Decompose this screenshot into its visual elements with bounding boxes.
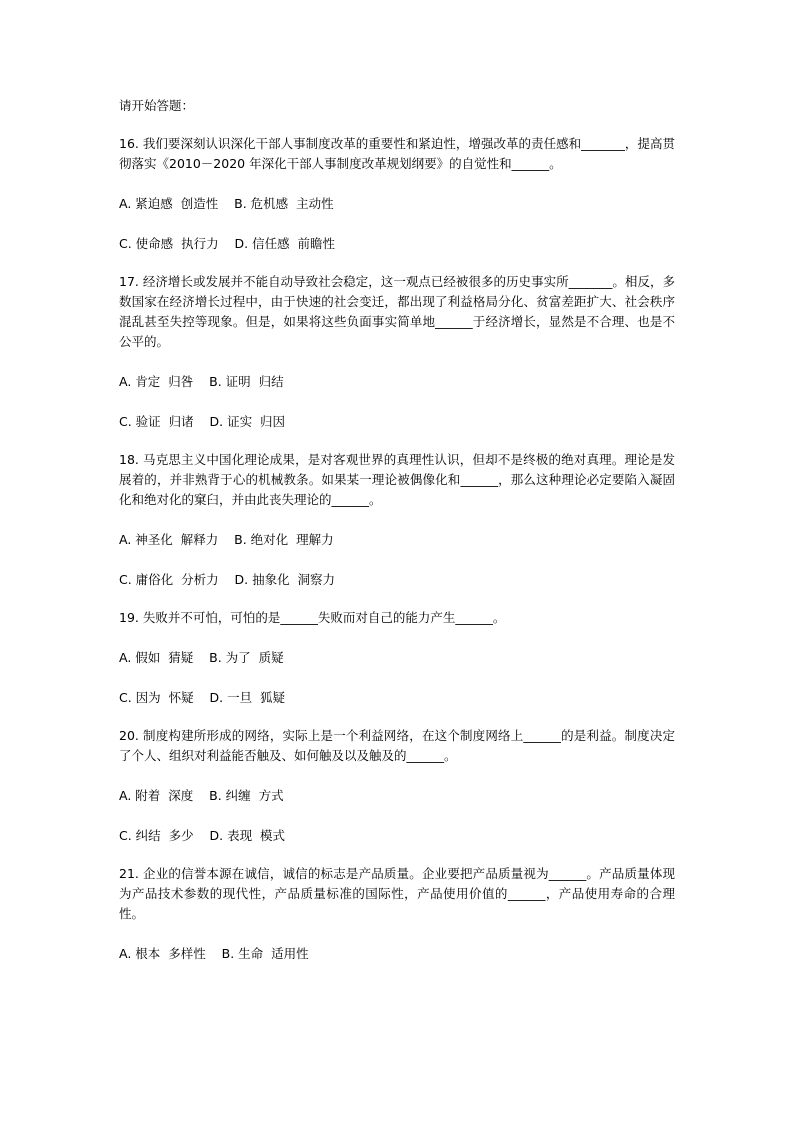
options-row-cd: C. 庸俗化 分析力 D. 抽象化 洞察力	[119, 572, 336, 587]
options-row-cd: C. 验证 归诸 D. 证实 归因	[119, 414, 286, 429]
exam-page	[119, 96, 675, 982]
options-row-ab: A. 神圣化 解释力 B. 绝对化 理解力	[119, 532, 334, 547]
question-stem: 17. 经济增长或发展并不能自动导致社会稳定，这一观点已经被很多的历史事实所_______。相反，多数国家在经济增长过程中，由于快速的社会变迁，都出现了利益格局分化、贫富差距扩大、社会秩序混乱甚至失控等现象。但是，如果将这些负面事实简单地______于经济增长，显然是不合理、也是不公平的。	[119, 274, 675, 349]
question-stem: 16. 我们要深刻认识深化干部人事制度改革的重要性和紧迫性，增强改革的责任感和_______，提高贯彻落实《2010－2020 年深化干部人事制度改革规划纲要》的自觉性和______。	[119, 136, 675, 171]
options-row-cd: C. 使命感 执行力 D. 信任感 前瞻性	[119, 236, 336, 251]
options-row-cd: C. 因为 怀疑 D. 一旦 狐疑	[119, 690, 286, 705]
question-18	[119, 450, 675, 590]
question-16	[119, 134, 675, 254]
intro-heading: 请开始答题：	[119, 98, 195, 113]
question-stem: 18. 马克思主义中国化理论成果，是对客观世界的真理性认识，但却不是终极的绝对真理。理论是发展着的，并非熟背于心的机械教条。如果某一理论被偶像化和______，那么这种理论必定要陷入凝固化和绝对化的窠臼，并由此丧失理论的______。	[119, 452, 675, 507]
options-row-ab: A. 附着 深度 B. 纠缠 方式	[119, 788, 284, 803]
question-stem: 19. 失败并不可怕，可怕的是______失败而对自己的能力产生______。	[119, 610, 506, 625]
question-stem: 21. 企业的信誉本源在诚信，诚信的标志是产品质量。企业要把产品质量视为______。产品质量体现为产品技术参数的现代性，产品质量标准的国际性，产品使用价值的______，产品使用寿命的合理性。	[119, 866, 675, 921]
options-row-ab: A. 假如 猜疑 B. 为了 质疑	[119, 650, 284, 665]
question-21	[119, 864, 675, 964]
options-row-ab: A. 根本 多样性 B. 生命 适用性	[119, 946, 309, 961]
question-17	[119, 272, 675, 432]
options-row-ab: A. 紧迫感 创造性 B. 危机感 主动性	[119, 196, 334, 211]
options-row-cd: C. 纠结 多少 D. 表现 模式	[119, 828, 286, 843]
options-row-ab: A. 肯定 归咎 B. 证明 归结	[119, 374, 284, 389]
question-stem: 20. 制度构建所形成的网络，实际上是一个利益网络，在这个制度网络上______的是利益。制度决定了个人、组织对利益能否触及、如何触及以及触及的______。	[119, 728, 675, 763]
question-20	[119, 726, 675, 846]
question-19	[119, 608, 675, 708]
